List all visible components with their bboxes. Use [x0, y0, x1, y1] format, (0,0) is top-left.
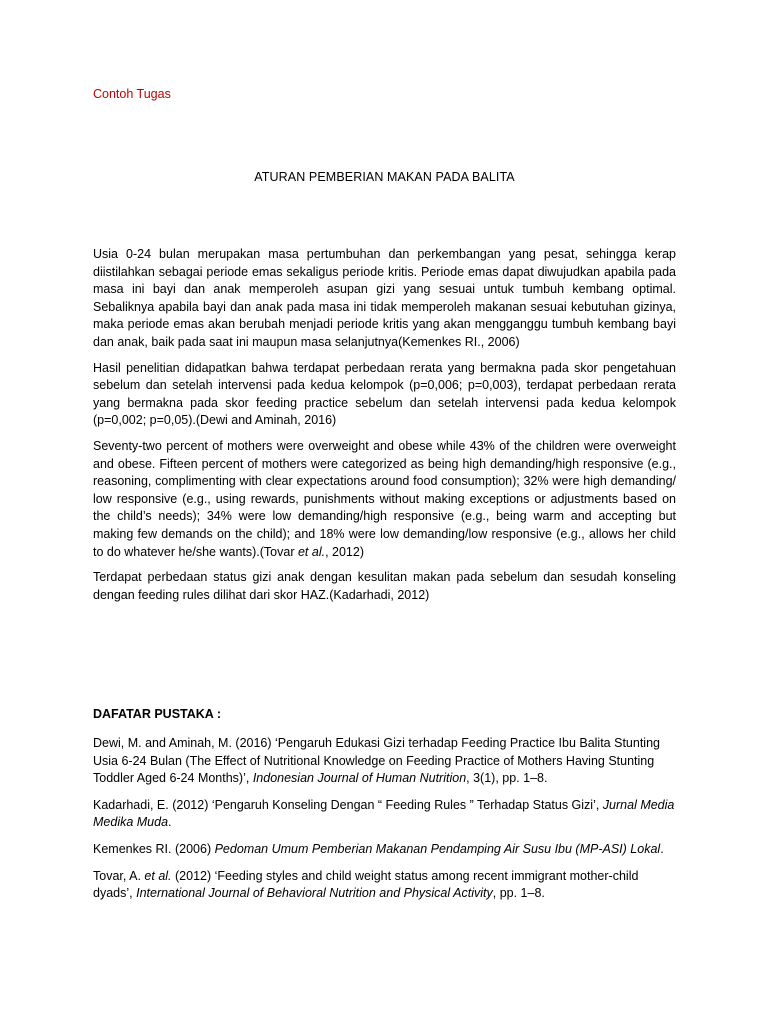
- reference-kadarhadi-tail: .: [168, 815, 172, 830]
- reference-kemenkes-title: Pedoman Umum Pemberian Makanan Pendamping Air Susu Ibu (MP-ASI) Lokal: [214, 841, 661, 856]
- document-label: Contoh Tugas: [93, 87, 171, 101]
- paragraph-3: [93, 438, 676, 561]
- paragraph-3-et-al: et al.: [297, 544, 326, 559]
- reference-tovar-journal: International Journal of Behavioral Nutrition and Physical Activity: [136, 886, 493, 901]
- reference-kadarhadi-journal: Jurnal Media Medika Muda: [93, 797, 675, 830]
- paragraph-3-tail: , 2012): [325, 544, 364, 559]
- reference-dewi-tail: , 3(1), pp. 1–8.: [466, 771, 548, 786]
- reference-kadarhadi-main: Kadarhadi, E. (2012) ‘Pengaruh Konseling Dengan “ Feeding Rules ” Terhadap Status Gizi’,: [93, 797, 603, 812]
- reference-kemenkes: [93, 841, 676, 859]
- reference-tovar-main: Tovar, A.: [93, 868, 145, 883]
- body-text: [93, 246, 676, 612]
- reference-dewi-main: Dewi, M. and Aminah, M. (2016) ‘Pengaruh Edukasi Gizi terhadap Feeding Practice Ibu Balita Stunting Usia 6-24 Bulan (The Effect of Nutritional Knowledge on Feeding Practice of Mothers Having Stunting Toddler Aged 6-24 Months)’,: [93, 736, 660, 786]
- paragraph-2: Hasil penelitian didapatkan bahwa terdapat perbedaan rerata yang bermakna pada skor pengetahuan sebelum dan setelah intervensi pada kedua kelompok (p=0,006; p=0,003), terdapat perbedaan rerata yang bermakna pada skor feeding practice sebelum dan setelah intervensi pada kedua kelompok (p=0,002; p=0,05).(Dewi and Aminah, 2016): [93, 360, 676, 428]
- paragraph-3-text: Seventy-two percent of mothers were overweight and obese while 43% of the children were overweight and obese. Fifteen percent of mothers were categorized as being high demanding/high responsive (e.g., reasoning, complimenting with clear expectations around food consumption); 32% were high demanding/ low responsive (e.g., using rewards, punishments without making exceptions or adjustments based on the child’s needs); 34% were low demanding/high responsive (e.g., being warm and accepting but making few demands on the child); and 18% were low demanding/low responsive (e.g., allows her child to do whatever he/she wants).(Tovar: [93, 438, 676, 559]
- reference-kemenkes-tail: .: [660, 841, 664, 856]
- reference-dewi: [93, 735, 676, 788]
- reference-list: [93, 735, 676, 912]
- reference-tovar-et-al: et al.: [144, 868, 172, 883]
- references-heading: DAFATAR PUSTAKA :: [93, 707, 221, 721]
- reference-tovar-mid: (2012) ‘Feeding styles and child weight status among recent immigrant mother-child dyads’,: [93, 868, 639, 901]
- reference-dewi-journal: Indonesian Journal of Human Nutrition: [252, 771, 467, 786]
- reference-kadarhadi: [93, 797, 676, 832]
- document-title: ATURAN PEMBERIAN MAKAN PADA BALITA: [254, 170, 515, 184]
- reference-kemenkes-main: Kemenkes RI. (2006): [93, 841, 215, 856]
- paragraph-4: Terdapat perbedaan status gizi anak dengan kesulitan makan pada sebelum dan sesudah konseling dengan feeding rules dilihat dari skor HAZ.(Kadarhadi, 2012): [93, 570, 676, 602]
- reference-tovar: [93, 868, 676, 903]
- reference-tovar-tail: , pp. 1–8.: [492, 886, 545, 901]
- paragraph-1: Usia 0-24 bulan merupakan masa pertumbuhan dan perkembangan yang pesat, sehingga kerap diistilahkan sebagai periode emas sekaligus periode kritis. Periode emas dapat diwujudkan apabila pada masa ini bayi dan anak memperoleh asupan gizi yang sesuai untuk tumbuh kembang optimal. Sebaliknya apabila bayi dan anak pada masa ini tidak memperoleh makanan sesuai kebutuhan gizinya, maka periode emas akan berubah menjadi periode kritis yang akan mengganggu tumbuh kembang bayi dan anak, baik pada saat ini maupun masa selanjutnya(Kemenkes RI., 2006): [93, 247, 676, 349]
